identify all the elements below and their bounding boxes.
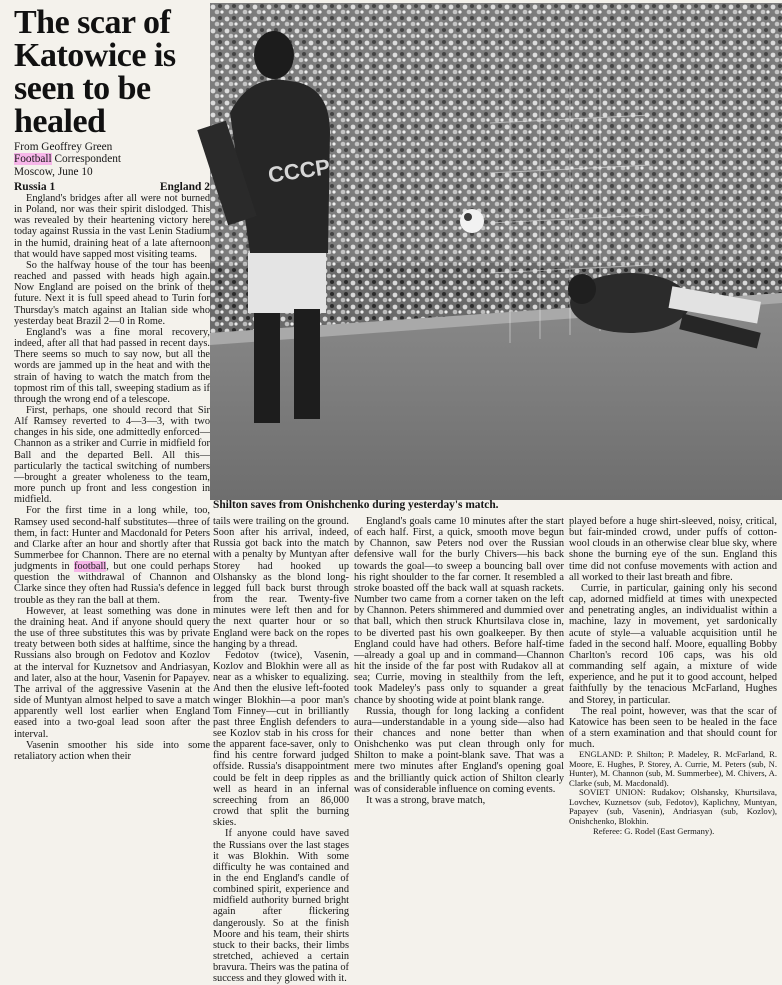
shirt-lettering: CCCP	[266, 154, 332, 188]
paragraph: If anyone could have saved the Russians over the last stages it was Blokhin. With some difficulty he was contained and in the end England's candle of combined spirit, experience and midfield authority burned bright again after flickering dangerously. So at the finish Moore and his team, their shirts stuck to their backs, their limbs stretched, achieved a certain bravura. Theirs was the patina of success and they glowed with it.	[213, 828, 349, 985]
article-column-1	[14, 193, 210, 762]
byline-desk-rest: Correspondent	[51, 153, 122, 166]
article-column-4	[569, 516, 777, 837]
article-column-2	[213, 516, 349, 985]
ball	[460, 209, 484, 233]
search-highlight: Football	[14, 153, 52, 166]
paragraph: Currie, in particular, gaining only his second cap, adorned midfield at times with unexpected and penetrating angles, an individualist within a machine, lazy in movement, yet sardonically acute of style—a valuable acquisition until he faded in the second half. Moore, equalling Bobby Charlton's record 106 caps, was his old commanding self again, a mixture of wide experience, and he put it to good account, helped faithfully by the tenacious McFarland, Hughes and Storey, in particular.	[569, 582, 777, 706]
paragraph: First, perhaps, one should record that Sir Alf Ramsey reverted to 4—3—3, with two changes in his side, one admittedly enforced—Channon as a striker and Currie in midfield for Ball and the departed Bell. All this—particularly the tactical switching of numbers—brought a greater wholeness to the team, more punch up front and less congestion in midfield.	[14, 404, 210, 506]
paragraph: played before a huge shirt-sleeved, noisy, critical, but fair-minded crowd, under puffs of cotton-wool clouds in an otherwise clear blue sky, where shone the burning eye of the sun. England this time did not confuse movements with action and all worked to their last breath and fibre.	[569, 516, 777, 583]
headline: The scar of Katowice is seen to be healed	[14, 4, 176, 140]
paragraph	[14, 505, 210, 605]
paragraph: However, at least something was done in the draining heat. And if anyone should query the use of three substitutes this was by private treaty between both sides at halftime, since the Russians also brough on Fedotov and Kozlov at the interval for Kuznetsov and Andriasyan, and later, also at the hour, Vasenin for Papayev. The arrival of the aggressive Vasenin at the side of Muntyan almost helped to save a match apparently well lost earlier when England eased into a two-goal lead soon after the interval.	[14, 605, 210, 740]
dateline: Moscow, June 10	[14, 165, 93, 178]
paragraph: England's was a fine moral recovery, indeed, after all that had passed in recent days. There seems so much to say now, but all the words are jammed up in the heat and with the strain of having to watch the match from the topmost rim of this tall, sweeping stadium as if through the wrong end of a telescope.	[14, 326, 210, 405]
paragraph: Fedotov (twice), Vasenin, Kozlov and Blokhin were all as near as a whisker to equalizing. And then the elusive left-footed winger Blokhin—a poor man's Tom Finney—cut in brilliantly past three English defenders to see Kozlov stab in his cross for the apparent face-saver, only to find his centre forward judged offside. Russia's disappointment could be felt in deep ripples as well as heard in an infernal screeching from an 86,000 crowd that split the burning skies.	[213, 649, 349, 829]
article-column-3	[354, 516, 564, 806]
team-lineup-soviet-union: SOVIET UNION: Rudakov; Olshansky, Khurtsilava, Lovchev, Kuznetsov (sub, Fedotov), Kaplichny, Muntyan, Papayev (sub, Vasenin), Andriasyan (sub, Kozlov), Onishchenko, Blokhin.	[569, 787, 777, 826]
search-highlight: football	[74, 561, 107, 573]
byline-desk	[14, 153, 210, 165]
paragraph: So the halfway house of the tour has been reached and passed with heads high again. Now England are poised on the brink of the future. Next it is full speed ahead to Turin for Thursday's match against an Italian side who yesterday beat Brazil 2—0 in Rome.	[14, 259, 210, 327]
paragraph: Russia, though for long lacking a confident aura—understandable in a young side—also had their chances and none better than when Onishchenko was put clean through only for Shilton to make a point-blank save. That was a mere two minutes after England's opening goal and the brilliantly quick action of Shilton clearly was of considerable influence on coming events.	[354, 705, 564, 795]
paragraph: tails were trailing on the ground. Soon after his arrival, indeed, Russia got back into the match with a penalty by Muntyan after Storey had hooked up Olshansky as the blond long-legged full back burst through from the rear. Twenty-five minutes were left then and for the next quarter hour or so England were back on the ropes hanging by a thread.	[213, 516, 349, 650]
paragraph-text: For the first time in a long while, too, Ramsey used second-half substitutes—three of them, in fact: Hunter and Macdonald for Peters and Clarke after an hour and shortly after that Summerbee for Channon. There are no eternal judgments in	[14, 505, 210, 573]
photo-image	[210, 3, 782, 500]
paragraph: Vasenin smoother his side into some retaliatory action when their	[14, 739, 210, 762]
byline	[14, 141, 210, 178]
paragraph: The real point, however, was that the scar of Katowice has been seen to be healed in the face of a stern examination and that should count for much.	[569, 705, 777, 751]
paragraph: It was a strong, brave match,	[366, 794, 486, 806]
match-photo	[210, 3, 782, 500]
score-home: Russia 1	[14, 181, 56, 193]
paragraph-text: , but one could perhaps question the withdrawal of Channon and Clarke since they often had Russia's defence in trouble as they ran the ball at them.	[14, 561, 210, 606]
team-lineup-england: ENGLAND: P. Shilton; P. Madeley, R. McFarland, R. Moore, E. Hughes, P. Storey, A. Currie, M. Peters (sub, N. Hunter), M. Channon (sub, M. Summerbee), M. Chivers, A. Clarke (sub, M. Macdonald).	[569, 749, 777, 788]
byline-author: From Geoffrey Green	[14, 141, 113, 153]
paragraph: England's goals came 10 minutes after the start of each half. First, a quick, smooth move begun by Channon, saw Peters nod over the Russian defensive wall for the burly Chivers—his back towards the goal—to sweep a bouncing ball over his right shoulder to the far corner. It resembled a stroke boasted off the back wall at squash rackets. Number two came from a corner taken on the left by Channon. Peters shimmered and dummied over that ball, which then struck Khurtsilava close in, to be diverted past his own goalkeeper. By then England could have had others. Before half-time—already a goal up and in command—Channon hit the inside of the far post with Rudakov all at sea; Currie, moving in stealthily from the left, took Madeley's pass only to squander a great chance by shooting wide at point blank range.	[354, 516, 564, 706]
photo-caption: Shilton saves from Onishchenko during yesterday's match.	[213, 499, 499, 511]
referee-line: Referee: G. Rodel (East Germany).	[593, 826, 715, 837]
score-away: England 2	[159, 181, 210, 193]
paragraph: England's bridges after all were not burned in Poland, nor was their spirit dislodged. This was revealed by their heartening victory here today against Russia in the vast Lenin Stadium in the humid, draining heat of a late afternoon that would have sapped most visiting teams.	[14, 193, 210, 260]
score-line	[14, 181, 210, 193]
